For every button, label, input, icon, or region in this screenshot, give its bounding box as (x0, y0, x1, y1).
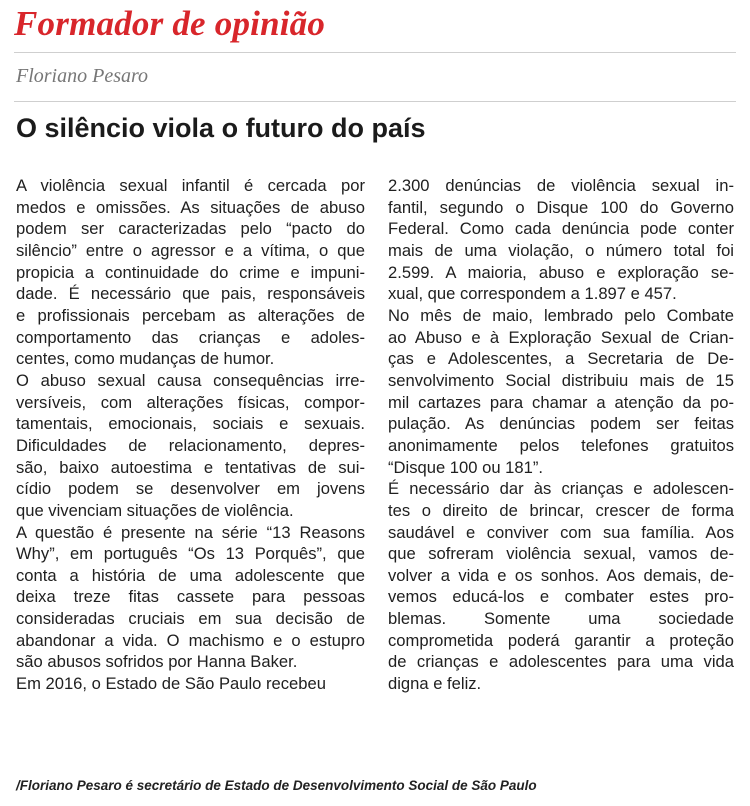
article-line: A questão é presente na série “13 Reasons (16, 522, 365, 542)
article-line: Federal. Como cada denúncia pode conter (388, 219, 734, 239)
article-line: xual, que correspondem a 1.897 e 457. (388, 284, 677, 304)
author-name: Floriano Pesaro (16, 65, 149, 87)
article-line: consideradas cruciais em sua decisão de (16, 609, 365, 629)
article-line: fantil, segundo o Disque 100 do Governo (388, 197, 734, 217)
article-line: são abusos sofridos por Hanna Baker. (16, 652, 298, 672)
article-line: e profissionais percebam as alterações de (16, 305, 365, 325)
article-line: medos e omissões. As situações de abuso (16, 197, 365, 217)
article-line: mais de uma violação, o número total foi (388, 240, 734, 260)
author-divider (14, 101, 736, 102)
article-line: “Disque 100 ou 181”. (388, 457, 543, 477)
article-line: 2.599. A maioria, abuso e exploração se- (388, 262, 734, 282)
article-column-right (388, 175, 734, 695)
article-line: que sofreram violência sexual, vamos de- (388, 544, 734, 564)
article-line: mil cartazes para chamar a atenção da po- (388, 392, 734, 412)
article-column-left (16, 175, 365, 695)
article-line: saudável e conviver com sua família. Aos (388, 522, 734, 542)
top-divider (14, 52, 736, 53)
article-line: blemas. Somente uma sociedade (388, 609, 734, 629)
article-line: No mês de maio, lembrado pelo Combate (388, 305, 734, 325)
article-line: volver a vida e os sonhos. Aos demais, de- (388, 565, 734, 585)
article-line: comprometida poderá garantir a proteção (388, 630, 734, 650)
article-line: silêncio” entre o agressor e a vítima, o que (16, 240, 365, 260)
section-title: Formador de opinião (14, 4, 326, 43)
article-line: É necessário dar às crianças e adolescen- (388, 479, 734, 499)
article-line: Why”, em português “Os 13 Porquês”, que (16, 544, 365, 564)
article-line: Em 2016, o Estado de São Paulo recebeu (16, 674, 326, 694)
article-line: que vivenciam situações de violência. (16, 500, 294, 520)
article-line: são, baixo autoestima e tentativas de sui- (16, 457, 365, 477)
article-line: ças e Adolescentes, a Secretaria de De- (388, 349, 734, 369)
article-line: deixa treze fitas cassete para pessoas (16, 587, 365, 607)
article-line: vemos educá-los e combater estes pro- (388, 587, 734, 607)
article-line: versíveis, com alterações físicas, compor- (16, 392, 365, 412)
article-line: senvolvimento Social distribuiu mais de 15 (388, 370, 734, 390)
article-line: dade. É necessário que pais, responsáveis (16, 284, 365, 304)
article-line: A violência sexual infantil é cercada por (16, 176, 365, 195)
article-headline: O silêncio viola o futuro do país (16, 113, 426, 143)
article-line: tamentais, emocionais, sociais e sexuais. (16, 414, 365, 434)
article-line: comportamento das crianças e adoles- (16, 327, 365, 347)
article-line: tes o direito de brincar, crescer de forma (388, 500, 734, 520)
article-line: propicia a continuidade do crime e impuni- (16, 262, 365, 282)
article-line: conta a história de uma adolescente que (16, 565, 365, 585)
article-line: de crianças e adolescentes para uma vida (388, 652, 734, 672)
article-line: centes, como mudanças de humor. (16, 349, 275, 369)
article-line: digna e feliz. (388, 674, 482, 694)
article-line: pulação. As denúncias podem ser feitas (388, 414, 734, 434)
article-line: podem ser caracterizadas pelo “pacto do (16, 219, 365, 239)
article-line: 2.300 denúncias de violência sexual in- (388, 176, 734, 195)
article-line: O abuso sexual causa consequências irre- (16, 370, 365, 390)
article-line: cídio podem se desenvolver em jovens (16, 479, 365, 499)
article-line: Dificuldades de relacionamento, depres- (16, 435, 365, 455)
article-line: ao Abuso e à Exploração Sexual de Crian- (388, 327, 734, 347)
article-line: anonimamente pelos telefones gratuitos (388, 435, 734, 455)
article-line: abandonar a vida. O machismo e o estupro (16, 630, 365, 650)
author-footnote: /Floriano Pesaro é secretário de Estado de Desenvolvimento Social de São Paulo (16, 778, 537, 793)
